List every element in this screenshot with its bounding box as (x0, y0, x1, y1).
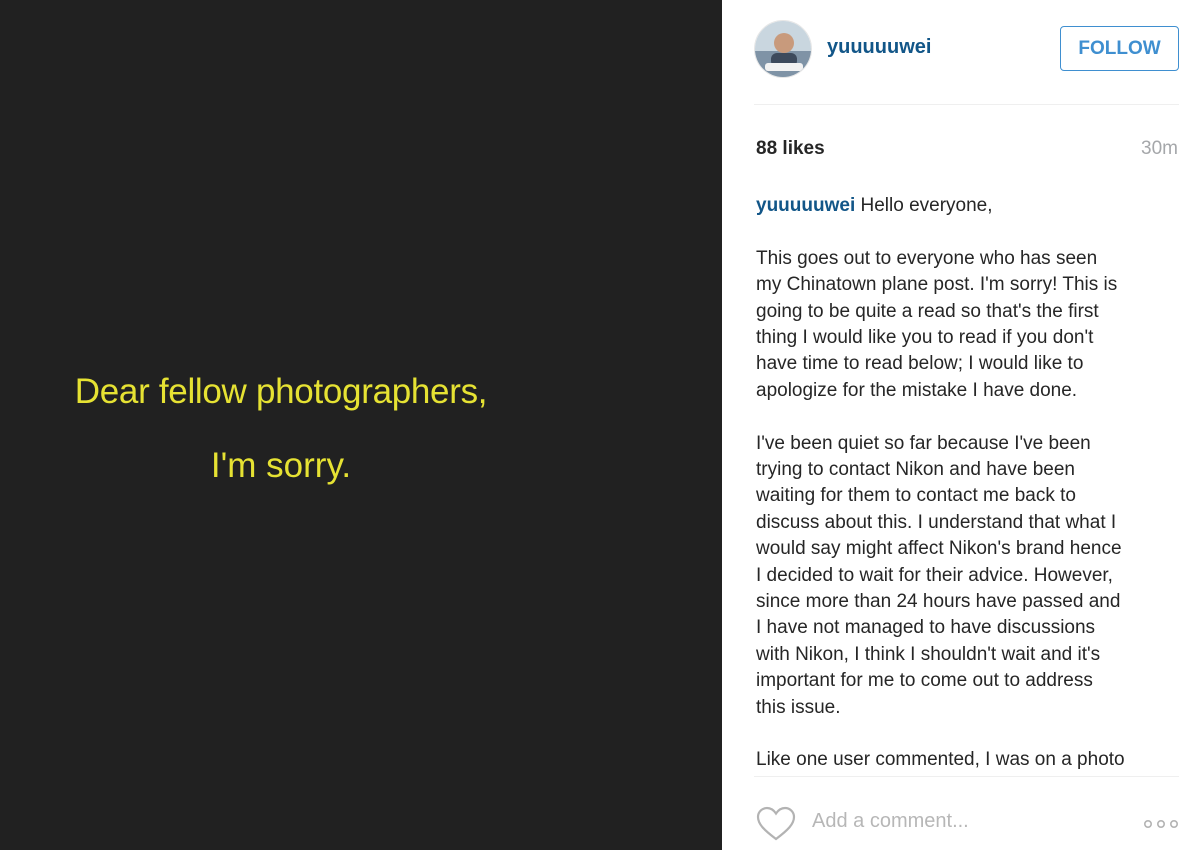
caption-paragraph: This goes out to everyone who has seen my Chinatown plane post. I'm sorry! This is going to be quite a read so that's the first thing I would like you to read if you don't have time to read below; I would like to apologize for the mistake I have done. (756, 247, 1118, 401)
caption-username-link[interactable]: yuuuuuwei (756, 195, 856, 216)
caption-paragraph: Like one user commented, I was on a photo (756, 749, 1125, 771)
caption (756, 193, 1186, 775)
divider (754, 104, 1179, 105)
image-text-line2: I'm sorry. (210, 446, 352, 485)
more-options-icon[interactable] (1142, 814, 1180, 834)
post-sidebar (722, 0, 1200, 850)
avatar[interactable] (754, 20, 812, 78)
likes-count[interactable]: 88 likes (756, 138, 825, 159)
username-link[interactable]: yuuuuuwei (827, 36, 932, 58)
user-avatar-photo-icon (755, 21, 812, 78)
divider (754, 776, 1179, 777)
post-time[interactable]: 30m (1141, 138, 1178, 159)
follow-button[interactable]: FOLLOW (1060, 26, 1179, 71)
caption-greeting: Hello everyone, (860, 195, 993, 216)
heart-icon[interactable] (756, 806, 796, 842)
add-comment-input[interactable] (812, 810, 1112, 833)
caption-paragraph: I've been quiet so far because I've been trying to contact Nikon and have been waiting for them to contact me back to discuss about this. I understand that what I would say might affect Nikon's brand hence I decided to wait for their advice. However, since more than 24 hours have passed and I have not managed to have discussions with Nikon, I think I shouldn't wait and it's important for me to come out to address this issue. (756, 432, 1122, 718)
image-text-line1: Dear fellow photographers, (74, 372, 488, 411)
